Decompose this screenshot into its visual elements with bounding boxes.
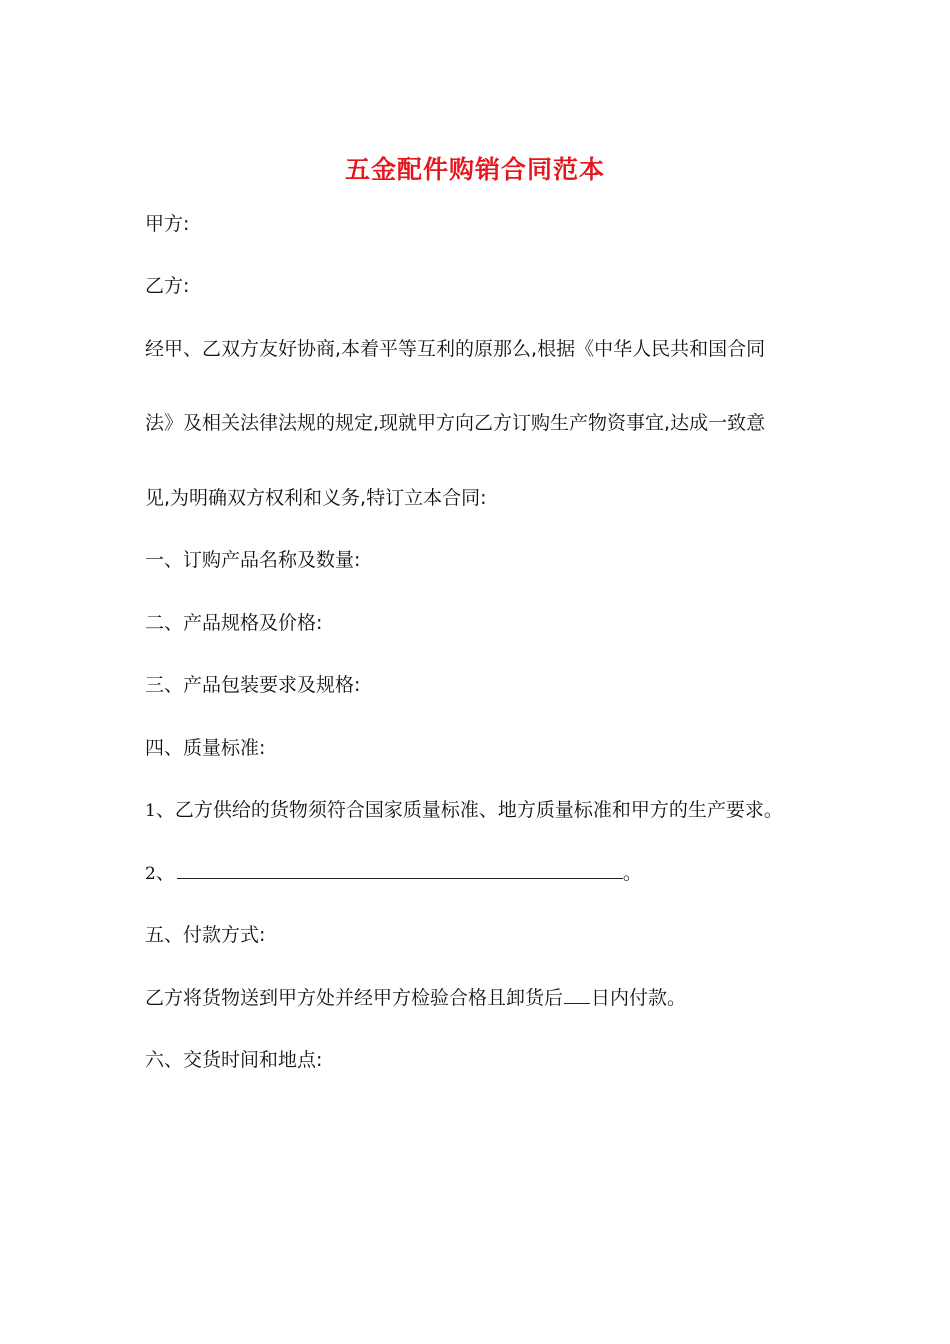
item-text: 、乙方供给的货物须符合国家质量标准、地方质量标准和甲方的生产要求。 xyxy=(155,799,783,821)
item-number: 1 xyxy=(145,801,156,821)
item-end: 。 xyxy=(622,862,642,884)
preamble-line-3: 见,为明确双方权利和义务,特订立本合同: xyxy=(145,487,487,509)
days-blank[interactable] xyxy=(564,987,590,1004)
section-heading-3: 三、产品包装要求及规格: xyxy=(145,674,361,696)
payment-terms xyxy=(145,986,686,1010)
item-number: 2 xyxy=(145,864,156,884)
party-b-label: 乙方: xyxy=(145,275,190,297)
quality-item-1 xyxy=(145,798,783,823)
item-separator: 、 xyxy=(155,862,175,884)
payment-text-after: 日内付款。 xyxy=(591,987,687,1009)
document-title: 五金配件购销合同范本 xyxy=(344,155,605,184)
payment-text-before: 乙方将货物送到甲方处并经甲方检验合格且卸货后 xyxy=(145,987,564,1009)
section-heading-4: 四、质量标准: xyxy=(145,737,266,759)
preamble-line-2: 法》及相关法律法规的规定,现就甲方向乙方订购生产物资事宜,达成一致意 xyxy=(145,412,766,434)
section-heading-6: 六、交货时间和地点: xyxy=(145,1049,323,1071)
section-heading-2: 二、产品规格及价格: xyxy=(145,612,323,634)
party-a-label: 甲方: xyxy=(145,213,190,235)
quality-item-2 xyxy=(145,861,642,886)
preamble-line-1: 经甲、乙双方友好协商,本着平等互利的原那么,根据《中华人民共和国合同 xyxy=(145,338,766,360)
section-heading-5: 五、付款方式: xyxy=(145,924,266,946)
section-heading-1: 一、订购产品名称及数量: xyxy=(145,549,361,571)
fill-in-blank[interactable] xyxy=(177,862,623,879)
